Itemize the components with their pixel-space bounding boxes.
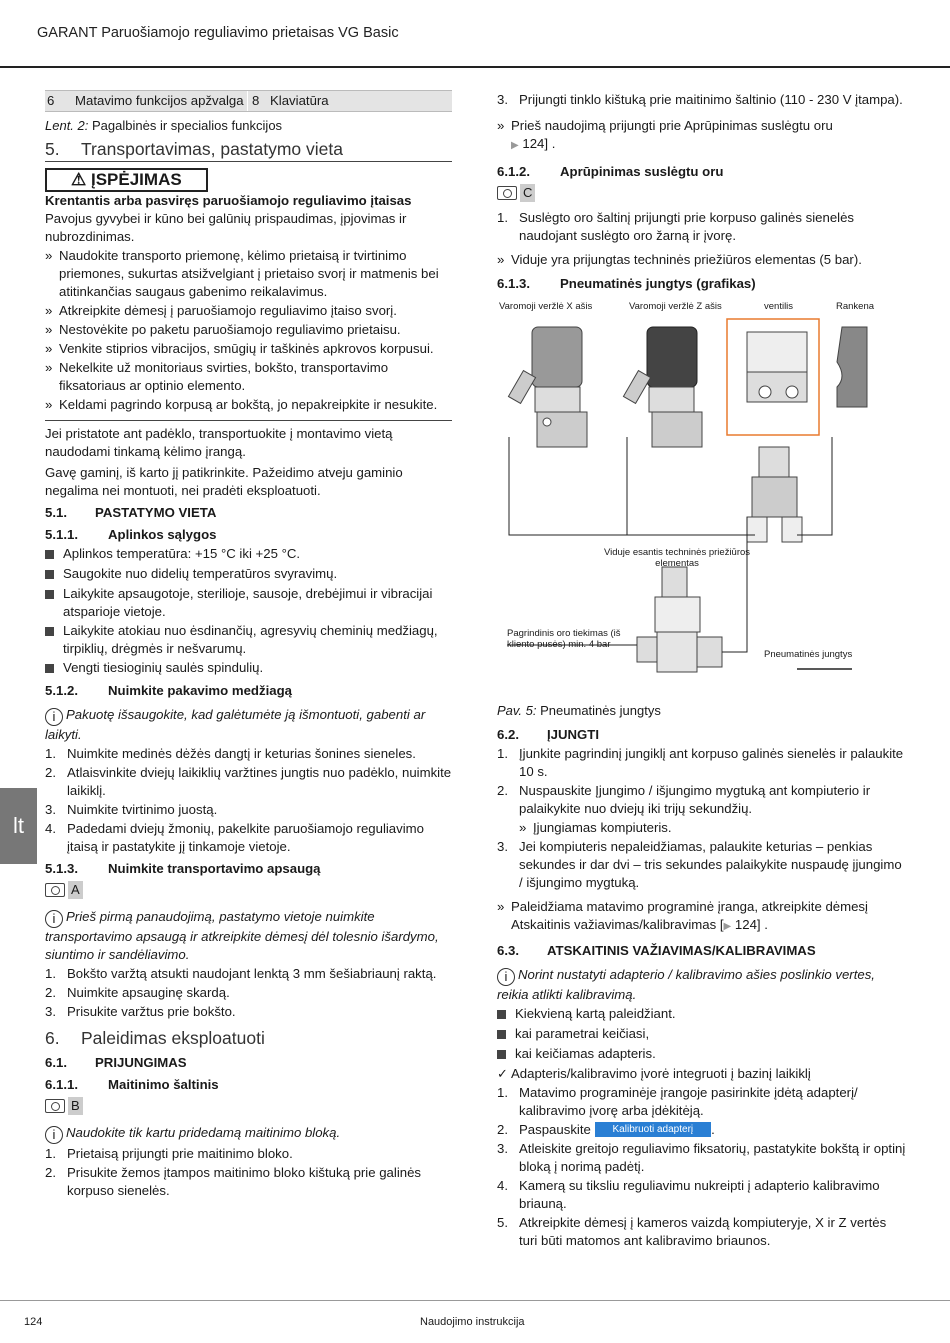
list-item: Laikykite atokiau nuo ėsdinančių, agresyvių cheminių medžiagų, tirpiklių, drėgmės ir nešvarumų.: [45, 622, 452, 658]
paragraph: Jei pristatote ant padėklo, transportuokite į montavimo vietą naudodami tinkamą kėlimo įrangą.: [45, 420, 452, 461]
figure-ref: B: [45, 1097, 83, 1115]
list-item: » Naudokite transporto priemonę, kėlimo prietaisą ir tvirtinimo priemones, sukurtas atsižvelgiant į prietaiso svorį ir matmenis bei atitinkančias saugaus gabenimo reikalavimus.: [45, 248, 439, 299]
list-item: » Nekelkite už monitoriaus svirties, bokšto, transportavimo fiksatoriaus ar optinio elemento.: [45, 360, 389, 393]
note: i Prieš pirmą panaudojimą, pastatymo vietoje nuimkite transportavimo apsaugą ir atkreipkite dėmesį dėl tolesnio išardymo, siuntimo ir sandėliavimo.: [45, 909, 439, 962]
warning-icon: ⚠: [71, 170, 87, 189]
list-item: 4. Kamerą su tiksliu reguliavimu nukreipti į adapterio kalibravimo briauną.: [497, 1178, 880, 1211]
list-item: 2. Paspauskite Kalibruoti adapterį .: [497, 1122, 715, 1137]
list-item: kai parametrai keičiasi,: [497, 1025, 907, 1044]
figure-label: Pneumatinės jungtys: [764, 649, 853, 660]
list-item: 3. Nuimkite tvirtinimo juostą.: [45, 802, 218, 817]
list-item: 1. Bokšto varžtą atsukti naudojant lenktą 3 mm šešiabriaunį raktą.: [45, 966, 437, 981]
list-item: » Prieš naudojimą prijungti prie Aprūpinimas suslėgtu oru ▶ 124] .: [497, 118, 833, 151]
note: i Norint nustatyti adapterio / kalibravimo ašies poslinkio vertes, reikia atlikti kalibravimą.: [497, 967, 875, 1002]
calibrate-adapter-button[interactable]: Kalibruoti adapterį: [595, 1122, 712, 1137]
list-item: Vengti tiesioginių saulės spindulių.: [45, 659, 452, 678]
list-item: » Įjungiamas kompiuteris.: [519, 820, 672, 835]
page-number: 124: [24, 1316, 43, 1328]
heading-5-1: 5.1. PASTATYMO VIETA: [45, 505, 217, 520]
section-5-heading: 5. Transportavimas, pastatymo vieta: [45, 140, 452, 162]
list-item: 2. Nuspauskite Įjungimo / išjungimo mygtuką ant kompiuterio ir palaikykite nuo dviejų iki trijų sekundžių.: [497, 783, 871, 816]
function-table: [45, 90, 452, 112]
check-icon: ✓: [497, 1066, 509, 1081]
warning-label: ⚠ ĮSPĖJIMAS: [45, 168, 208, 192]
list-item: 2. Prisukite žemos įtampos maitinimo bloko kištuką prie galinės korpuso sienelės.: [45, 1165, 422, 1198]
list-item: 5. Atkreipkite dėmesį į kameros vaizdą kompiuteryje, X ir Z vertės turi būti matomos ant kalibravimo briaunos.: [497, 1215, 887, 1248]
heading-6-2: 6.2. ĮJUNGTI: [497, 727, 600, 742]
note: i Pakuotę išsaugokite, kad galėtumėte ją išmontuoti, gabenti ar laikyti.: [45, 707, 426, 742]
language-tab: lt: [0, 788, 37, 864]
footer-title: Naudojimo instrukcija: [420, 1316, 525, 1328]
list-item: 1. Prietaisą prijungti prie maitinimo bloko.: [45, 1146, 293, 1161]
figure-ref: A: [45, 881, 83, 899]
list-item: ✓ Adapteris/kalibravimo įvorė integruoti į bazinį laikiklį: [497, 1066, 811, 1081]
heading-6-1-1: 6.1.1. Maitinimo šaltinis: [45, 1077, 219, 1092]
info-icon: i: [497, 968, 515, 986]
camera-icon: [497, 186, 517, 200]
table-caption: Lent. 2: Pagalbinės ir specialios funkcijos: [45, 118, 283, 133]
info-icon: i: [45, 708, 63, 726]
list-item: 3. Prijungti tinklo kištuką prie maitinimo šaltinio (110 - 230 V įtampa).: [497, 92, 903, 107]
list-item: » Keldami pagrindo korpusą ar bokštą, jo nepakreipkite ir nesukite.: [45, 397, 438, 412]
list-item: Aplinkos temperatūra: +15 °C iki +25 °C.: [45, 545, 452, 564]
page-header: GARANT Paruošiamojo reguliavimo prietaisas VG Basic: [37, 25, 399, 41]
pneumatic-figure: [497, 297, 907, 697]
info-icon: i: [45, 1126, 63, 1144]
list-item: » Atkreipkite dėmesį į paruošiamojo reguliavimo įtaiso svorį.: [45, 303, 397, 318]
camera-icon: [45, 1099, 65, 1113]
list-item: 3. Atleiskite greitojo reguliavimo fiksatorių, pastatykite bokštą ir optinį bloką į norimą padėtį.: [497, 1141, 906, 1174]
table-cell: 6: [47, 93, 55, 108]
list-item: 1. Įjunkite pagrindinį jungiklį ant korpuso galinės sienelės ir palaukite 10 s.: [497, 746, 904, 779]
figure-caption: Pav. 5: Pneumatinės jungtys: [497, 703, 661, 718]
list-item: Laikykite apsaugotoje, sterilioje, sausoje, drebėjimui ir vibracijai atsparioje vietoje.: [45, 585, 452, 621]
list-item: 1. Matavimo programinėje įrangoje pasirinkite įdėtą adapterį/ kalibravimo įvorę arba įdėkitėją.: [497, 1085, 858, 1118]
warning-title: Krentantis arba pasviręs paruošiamojo reguliavimo įtaisas: [45, 193, 412, 208]
right-column: [497, 90, 907, 1250]
info-icon: i: [45, 910, 63, 928]
figure-label: Pagrindinis oro tiekimas (iš kliento pusės) min. 4 bar: [507, 628, 621, 650]
table-cell: Matavimo funkcijos apžvalga: [73, 91, 248, 111]
list-item: 1. Nuimkite medinės dėžės dangtį ir keturias šonines sieneles.: [45, 746, 416, 761]
warning-text: Pavojus gyvybei ir kūno bei galūnių prispaudimas, įpjovimas ir nubrozdinimas.: [45, 211, 407, 244]
list-item: 4. Padedami dviejų žmonių, pakelkite paruošiamojo reguliavimo įtaisą ir pastatykite jį tinkamoje vietoje.: [45, 821, 424, 854]
figure-label: Viduje esantis techninės priežiūros elementas: [603, 547, 751, 569]
heading-6-3: 6.3. ATSKAITINIS VAŽIAVIMAS/KALIBRAVIMAS: [497, 943, 816, 958]
list-item: 1. Suslėgto oro šaltinį prijungti prie korpuso galinės sienelės naudojant suslėgto oro žarną ir įvorę.: [497, 210, 855, 243]
list-item: 3. Prisukite varžtus prie bokšto.: [45, 1004, 236, 1019]
list-item: 3. Jei kompiuteris nepaleidžiamas, palaukite keturias – penkias sekundes ir dar dvi – tris sekundes palaikykite nuspaudę įjungimo / išjungimo mygtuką.: [497, 839, 902, 890]
left-column: [45, 90, 452, 1200]
list-item: Saugokite nuo didelių temperatūros svyravimų.: [45, 565, 452, 584]
camera-icon: [45, 883, 65, 897]
figure-label: Varomoji veržlė Z ašis: [629, 301, 722, 312]
paragraph: Gavę gaminį, iš karto jį patikrinkite. Pažeidimo atveju gaminio negalima nei montuoti, nei pradėti eksploatuoti.: [45, 465, 403, 498]
figure-label: Rankena: [836, 301, 875, 312]
list-item: » Venkite stiprios vibracijos, smūgių ir taškinės apkrovos korpusui.: [45, 341, 434, 356]
heading-6-1-2: 6.1.2. Aprūpinimas suslėgtu oru: [497, 164, 724, 179]
note: i Naudokite tik kartu pridedamą maitinimo bloką.: [45, 1124, 452, 1144]
list-item: » Viduje yra prijungtas techninės priežiūros elementas (5 bar).: [497, 252, 862, 267]
figure-ref: C: [497, 184, 535, 202]
figure-label: Varomoji veržlė X ašis: [499, 301, 593, 312]
list-item: 2. Nuimkite apsauginę skardą.: [45, 985, 230, 1000]
footer-rule: [0, 1300, 950, 1301]
list-item: kai keičiamas adapteris.: [497, 1045, 907, 1064]
heading-6-1: 6.1. PRIJUNGIMAS: [45, 1055, 187, 1070]
heading-5-1-2: 5.1.2. Nuimkite pakavimo medžiagą: [45, 683, 292, 698]
figure-label: ventilis: [764, 301, 794, 312]
header-rule: [0, 66, 950, 68]
heading-5-1-1: 5.1.1. Aplinkos sąlygos: [45, 527, 217, 542]
heading-6-1-3: 6.1.3. Pneumatinės jungtys (grafikas): [497, 276, 756, 291]
heading-5-1-3: 5.1.3. Nuimkite transportavimo apsaugą: [45, 861, 321, 876]
table-cell: 8: [252, 93, 260, 108]
table-cell: Klaviatūra: [270, 93, 329, 108]
list-item: » Paleidžiama matavimo programinė įranga, atkreipkite dėmesį Atskaitinis važiavimas/kalibravimas [▶ 124] .: [497, 899, 868, 932]
list-item: 2. Atlaisvinkite dviejų laikiklių varžtines jungtis nuo padėklo, nuimkite laikiklį.: [45, 765, 452, 798]
list-item: Kiekvieną kartą paleidžiant.: [497, 1005, 907, 1024]
list-item: » Nestovėkite po paketu paruošiamojo reguliavimo prietaisu.: [45, 322, 401, 337]
section-6-heading: 6. Paleidimas eksploatuoti: [45, 1028, 265, 1048]
